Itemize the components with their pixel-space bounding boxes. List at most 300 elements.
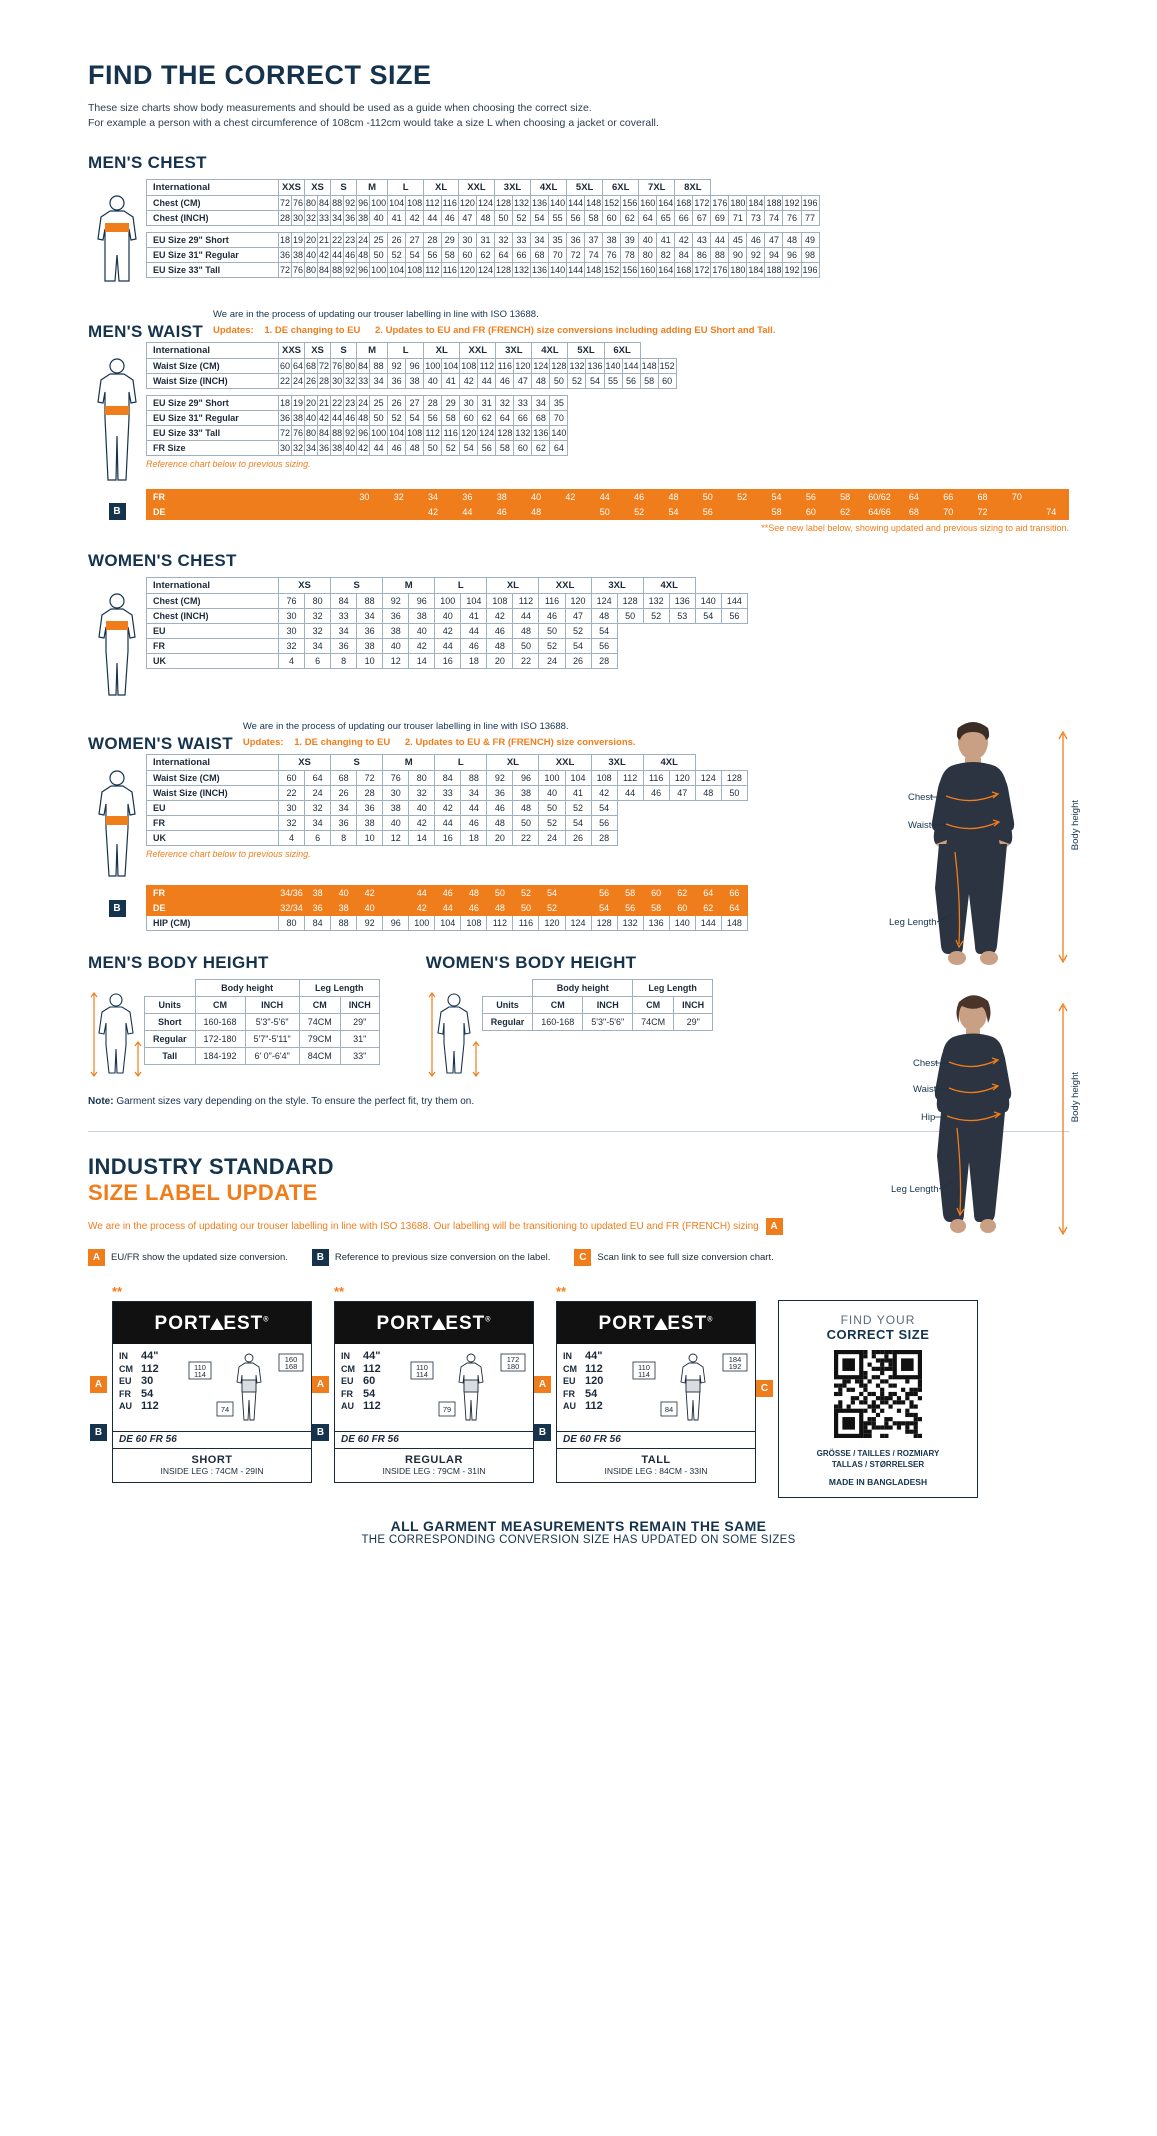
row-label: Tall: [145, 1048, 196, 1065]
table-cell: 44: [617, 786, 643, 801]
table-cell: 62: [669, 886, 695, 901]
label-size-value: 54: [141, 1387, 154, 1400]
table-cell: 44: [435, 901, 461, 916]
section-title-womens-waist: WOMEN'S WAIST: [88, 734, 233, 753]
table-cell: 34: [305, 639, 331, 654]
table-cell: 46: [487, 624, 513, 639]
female-torso-figure-waist: [88, 754, 146, 885]
intro-line-1: These size charts show body measurements and should be used as a guide when choosing the correct size.: [88, 102, 592, 114]
table-cell: 140: [669, 916, 695, 931]
table-cell: 60: [514, 441, 532, 456]
table-cell: 41: [442, 374, 460, 389]
legend-text-b: Reference to previous size conversion on the label.: [334, 1252, 551, 1263]
svg-text:168: 168: [284, 1362, 298, 1371]
brand-logo: PORT EST®: [557, 1302, 755, 1344]
table-cell: 66: [675, 211, 693, 226]
table-row: [482, 1014, 712, 1031]
table-cell: 60: [460, 411, 478, 426]
table-cell: 70: [1000, 490, 1034, 505]
table-cell: 46: [487, 801, 513, 816]
table-cell: 34: [331, 624, 357, 639]
table-cell: 128: [591, 916, 617, 931]
row-label: Chest (CM): [147, 196, 279, 211]
table-cell: 22: [331, 233, 344, 248]
table-cell: 52: [388, 248, 406, 263]
table-cell: 79CM: [299, 1031, 340, 1048]
table-cell: 5'7"-5'11": [245, 1031, 299, 1048]
table-cell: 44: [461, 801, 487, 816]
table-cell: [279, 505, 313, 520]
table-cell: 55: [604, 374, 622, 389]
callout-male-chest: Chest: [908, 792, 933, 803]
table-cell: 55: [549, 211, 567, 226]
table-cell: 32: [496, 396, 514, 411]
table-cell: 96: [513, 771, 539, 786]
table-cell: 28: [424, 233, 441, 248]
label-figure: [187, 1350, 305, 1429]
table-cell: 48: [513, 801, 539, 816]
table-cell: 52: [565, 801, 591, 816]
table-cell: [383, 886, 409, 901]
table-cell: 168: [675, 196, 693, 211]
size-group-header: 7XL: [639, 180, 675, 196]
table-cell: 76: [783, 211, 801, 226]
table-cell: 62: [478, 411, 496, 426]
col-body-height: Body height: [533, 980, 633, 997]
brand-logo: PORT EST®: [113, 1302, 311, 1344]
table-cell: 160-168: [195, 1014, 245, 1031]
label-size-row: [341, 1363, 409, 1376]
table-row: [147, 816, 748, 831]
table-cell: 148: [585, 263, 603, 278]
table-header-international: International: [147, 180, 279, 196]
table-cell: 92: [383, 594, 409, 609]
qr-code-icon[interactable]: [834, 1350, 922, 1438]
table-cell: 38: [292, 248, 305, 263]
table-cell: 54: [565, 816, 591, 831]
table-cell: 27: [406, 233, 424, 248]
table-cell: 58: [643, 901, 669, 916]
table-cell: 50: [370, 411, 388, 426]
previous-fr-row-women: [147, 886, 748, 901]
table-cell: 41: [388, 211, 406, 226]
table-cell: 78: [621, 248, 639, 263]
label-size-value: 44": [141, 1350, 159, 1362]
size-group-header: 4XL: [531, 180, 567, 196]
callout-male-leg-length: Leg Length: [889, 917, 937, 928]
table-cell: 128: [550, 359, 568, 374]
table-cell: 48: [357, 411, 370, 426]
table-cell: 26: [388, 233, 406, 248]
table-cell: 96: [357, 196, 370, 211]
table-cell: [1000, 505, 1034, 520]
unit-cell: INCH: [340, 997, 379, 1014]
table-cell: 8: [331, 654, 357, 669]
table-cell: 60/62: [862, 490, 896, 505]
section-title-womens-body-height: WOMEN'S BODY HEIGHT: [425, 953, 637, 972]
table-cell: 47: [765, 233, 783, 248]
table-cell: 46: [496, 374, 514, 389]
size-group-header: XS: [305, 180, 331, 196]
table-cell: 40: [519, 490, 553, 505]
table-cell: 48: [656, 490, 690, 505]
size-group-header: 6XL: [603, 180, 639, 196]
table-row: [147, 359, 677, 374]
label-fit-name: REGULAR: [405, 1454, 463, 1466]
table-cell: 82: [657, 248, 675, 263]
table-cell: 42: [416, 505, 450, 520]
table-cell: 38: [603, 233, 621, 248]
table-cell: 50: [539, 801, 565, 816]
table-cell: 70: [931, 505, 965, 520]
table-cell: 176: [711, 196, 729, 211]
mens-waist-see-note: **See new label below, showing updated and previous sizing to aid transition.: [761, 523, 1069, 533]
table-cell: 56: [617, 901, 643, 916]
label-size-value: 112: [363, 1400, 381, 1412]
table-cell: 32: [344, 374, 357, 389]
label-size-key: CM: [341, 1363, 355, 1374]
table-cell: 42: [460, 374, 478, 389]
table-cell: 68: [331, 771, 357, 786]
table-cell: 44: [461, 624, 487, 639]
size-group-header: L: [388, 343, 424, 359]
table-cell: 30: [292, 211, 305, 226]
table-cell: 72: [965, 505, 999, 520]
table-cell: 34/36: [279, 886, 305, 901]
table-cell: 44: [513, 609, 539, 624]
update-item-1: 1. DE changing to EU: [264, 325, 361, 336]
row-label: Waist Size (INCH): [147, 374, 279, 389]
table-cell: 132: [513, 263, 531, 278]
label-size-key: AU: [119, 1401, 132, 1411]
table-row: [147, 639, 748, 654]
label-size-value: 112: [363, 1362, 381, 1375]
table-cell: 104: [388, 263, 406, 278]
legend-item-c: [574, 1249, 773, 1266]
table-cell: [313, 490, 347, 505]
table-cell: 136: [531, 263, 549, 278]
table-cell: 48: [406, 441, 424, 456]
size-label-card: [538, 1284, 756, 1483]
label-size-list: [119, 1350, 187, 1429]
table-cell: 41: [657, 233, 675, 248]
table-cell: 38: [383, 801, 409, 816]
label-size-key: IN: [341, 1351, 350, 1361]
row-label: Short: [145, 1014, 196, 1031]
label-size-row: [119, 1375, 187, 1388]
table-cell: 19: [292, 396, 305, 411]
table-cell: 56: [591, 816, 617, 831]
unit-cell: INCH: [583, 997, 633, 1014]
table-cell: 52: [643, 609, 669, 624]
mens-waist-ref-note: Reference chart below to previous sizing.: [146, 459, 311, 469]
table-cell: 44: [409, 886, 435, 901]
table-cell: 56: [591, 639, 617, 654]
row-label: Regular: [482, 1014, 533, 1031]
table-cell: 144: [695, 916, 721, 931]
table-cell: 65: [657, 211, 675, 226]
table-row: [147, 609, 748, 624]
callout-male-body-height: Body height: [1070, 800, 1081, 851]
table-cell: 80: [344, 359, 357, 374]
table-cell: [313, 505, 347, 520]
legend-item-b: [312, 1249, 550, 1266]
table-row: [147, 801, 748, 816]
table-cell: 33": [340, 1048, 379, 1065]
label-size-key: IN: [563, 1351, 572, 1361]
table-cell: 64: [721, 901, 747, 916]
label-size-row: [563, 1375, 631, 1388]
updates-label: Updates:: [213, 325, 254, 336]
units-label: Units: [482, 997, 533, 1014]
table-cell: 21: [318, 396, 331, 411]
table-cell: 22: [279, 374, 292, 389]
section-title-mens-chest: MEN'S CHEST: [88, 153, 207, 172]
table-cell: 30: [460, 396, 478, 411]
table-cell: 32: [279, 639, 305, 654]
table-cell: 42: [675, 233, 693, 248]
table-cell: 60: [658, 374, 676, 389]
table-cell: 76: [383, 771, 409, 786]
table-cell: 5'3"-5'6": [245, 1014, 299, 1031]
size-group-header: XXL: [458, 180, 494, 196]
label-size-row: [563, 1400, 631, 1413]
table-cell: 136: [643, 916, 669, 931]
table-cell: 18: [279, 396, 292, 411]
table-cell: 4: [279, 654, 305, 669]
row-label: Chest (CM): [147, 594, 279, 609]
row-label: UK: [147, 831, 279, 846]
table-cell: 72: [318, 359, 331, 374]
table-cell: 88: [711, 248, 729, 263]
table-cell: 160-168: [533, 1014, 583, 1031]
table-cell: 30: [279, 801, 305, 816]
table-cell: 25: [370, 396, 388, 411]
table-cell: 112: [478, 359, 496, 374]
table-cell: 48: [476, 211, 494, 226]
callout-female-waist: Waist: [913, 1084, 937, 1095]
female-model-figure: [851, 992, 1081, 1242]
table-cell: 20: [487, 831, 513, 846]
row-label: EU Size 31" Regular: [147, 411, 279, 426]
table-cell: 148: [721, 916, 747, 931]
label-size-row: [341, 1375, 409, 1388]
female-torso-figure-chest: [88, 577, 146, 704]
table-cell: 38: [357, 211, 370, 226]
table-cell: 92: [344, 196, 357, 211]
size-label-card: [316, 1284, 534, 1483]
table-cell: 38: [292, 411, 305, 426]
table-cell: 35: [550, 396, 568, 411]
table-cell: 100: [539, 771, 565, 786]
table-cell: 80: [305, 594, 331, 609]
table-cell: 108: [406, 426, 424, 441]
table-cell: 48: [513, 624, 539, 639]
page-title: FIND THE CORRECT SIZE: [88, 60, 432, 90]
table-cell: 96: [406, 359, 424, 374]
table-row: [147, 396, 677, 411]
table-row: [147, 654, 748, 669]
size-group-header: 4XL: [643, 755, 695, 771]
table-cell: 66: [513, 248, 531, 263]
table-cell: 196: [801, 263, 819, 278]
label-size-key: AU: [563, 1401, 576, 1411]
table-cell: 50: [550, 374, 568, 389]
table-cell: 48: [461, 886, 487, 901]
table-cell: 39: [621, 233, 639, 248]
table-cell: 68: [897, 505, 931, 520]
badge-a-inline: A: [766, 1218, 783, 1235]
table-cell: 23: [344, 396, 357, 411]
mens-waist-block: [88, 342, 1069, 489]
table-cell: [565, 901, 591, 916]
previous-fr-row: [147, 490, 1069, 505]
table-cell: 30: [279, 624, 305, 639]
mens-waist-previous-table: [146, 489, 1069, 520]
table-cell: 48: [487, 639, 513, 654]
table-cell: 54: [591, 901, 617, 916]
table-cell: 42: [357, 441, 370, 456]
table-cell: 116: [539, 594, 565, 609]
table-cell: 32/34: [279, 901, 305, 916]
table-cell: 172: [693, 196, 711, 211]
table-cell: 44: [435, 639, 461, 654]
size-group-header: S: [331, 343, 357, 359]
table-cell: 84: [357, 359, 370, 374]
label-size-row: [341, 1350, 409, 1363]
table-cell: 168: [675, 263, 693, 278]
table-cell: 20: [487, 654, 513, 669]
callout-male-waist: Waist: [908, 820, 932, 831]
table-cell: 34: [305, 441, 318, 456]
units-row: [482, 997, 712, 1014]
table-cell: 144: [567, 196, 585, 211]
table-cell: 44: [370, 441, 388, 456]
table-cell: 144: [567, 263, 585, 278]
table-cell: 58: [759, 505, 793, 520]
table-cell: 44: [711, 233, 729, 248]
male-torso-figure-chest: [88, 179, 146, 290]
table-cell: 31: [478, 396, 496, 411]
table-cell: 76: [279, 594, 305, 609]
table-cell: 66: [721, 886, 747, 901]
table-cell: 38: [383, 624, 409, 639]
table-cell: 60: [279, 771, 305, 786]
table-cell: 120: [669, 771, 695, 786]
svg-text:79: 79: [442, 1405, 452, 1414]
size-group-header: XL: [487, 578, 539, 594]
size-guide-page: [0, 60, 1157, 2136]
qr-title-2: CORRECT SIZE: [826, 1327, 930, 1342]
womens-waist-table: [146, 754, 748, 846]
table-cell: 50: [513, 639, 539, 654]
table-cell: 69: [711, 211, 729, 226]
size-group-header: XL: [424, 343, 460, 359]
table-cell: 144: [622, 359, 640, 374]
table-cell: 52: [513, 211, 531, 226]
table-cell: 32: [409, 786, 435, 801]
table-cell: 40: [639, 233, 657, 248]
table-cell: 116: [643, 771, 669, 786]
table-cell: 40: [539, 786, 565, 801]
qr-footer-2: MADE IN BANGLADESH: [828, 1477, 928, 1487]
industry-title-2: SIZE LABEL UPDATE: [88, 1180, 318, 1205]
label-size-key: FR: [563, 1388, 575, 1399]
table-cell: 31": [340, 1031, 379, 1048]
row-label: Waist Size (CM): [147, 359, 279, 374]
unit-cell: CM: [533, 997, 583, 1014]
table-cell: 88: [331, 916, 357, 931]
label-size-list: [563, 1350, 631, 1429]
table-cell: 104: [565, 771, 591, 786]
table-cell: 40: [435, 609, 461, 624]
table-cell: 104: [388, 196, 406, 211]
table-row: [147, 426, 677, 441]
table-cell: 40: [331, 886, 357, 901]
table-cell: 136: [669, 594, 695, 609]
table-cell: 136: [531, 196, 549, 211]
table-cell: 77: [801, 211, 819, 226]
table-cell: 22: [513, 831, 539, 846]
table-cell: 140: [550, 426, 568, 441]
table-row: [147, 248, 820, 263]
table-cell: 36: [487, 786, 513, 801]
label-size-key: FR: [119, 1388, 131, 1399]
table-cell: 36: [331, 639, 357, 654]
table-cell: 100: [370, 426, 388, 441]
table-cell: 34: [532, 396, 550, 411]
table-cell: 156: [621, 196, 639, 211]
table-cell: 56: [794, 490, 828, 505]
table-cell: 108: [487, 594, 513, 609]
size-group-header: XS: [279, 578, 331, 594]
table-cell: 44: [331, 411, 344, 426]
table-cell: 42: [409, 816, 435, 831]
table-cell: [725, 505, 759, 520]
svg-text:110: 110: [638, 1363, 650, 1372]
table-cell: 112: [424, 196, 441, 211]
table-cell: 38: [409, 609, 435, 624]
table-cell: 180: [729, 263, 747, 278]
table-row: [145, 1014, 380, 1031]
table-cell: 60: [669, 901, 695, 916]
table-cell: 33: [331, 609, 357, 624]
size-group-header: L: [388, 180, 424, 196]
table-cell: 184: [747, 263, 765, 278]
label-asterisk: **: [556, 1284, 567, 1299]
size-label-card: [94, 1284, 312, 1483]
table-cell: 100: [409, 916, 435, 931]
size-group-header: L: [435, 578, 487, 594]
table-cell: 42: [318, 248, 331, 263]
row-label: UK: [147, 654, 279, 669]
label-size-key: IN: [119, 1351, 128, 1361]
table-cell: 46: [461, 816, 487, 831]
table-cell: 14: [409, 831, 435, 846]
table-cell: 50: [513, 901, 539, 916]
table-cell: 100: [370, 263, 388, 278]
table-cell: 56: [622, 374, 640, 389]
table-cell: 44: [435, 816, 461, 831]
label-size-row: [119, 1400, 187, 1413]
table-cell: 48: [695, 786, 721, 801]
label-size-key: AU: [341, 1401, 354, 1411]
table-cell: 60: [279, 359, 292, 374]
table-cell: 48: [532, 374, 550, 389]
table-cell: [383, 901, 409, 916]
table-cell: 47: [669, 786, 695, 801]
mens-chest-block: [88, 179, 1069, 290]
